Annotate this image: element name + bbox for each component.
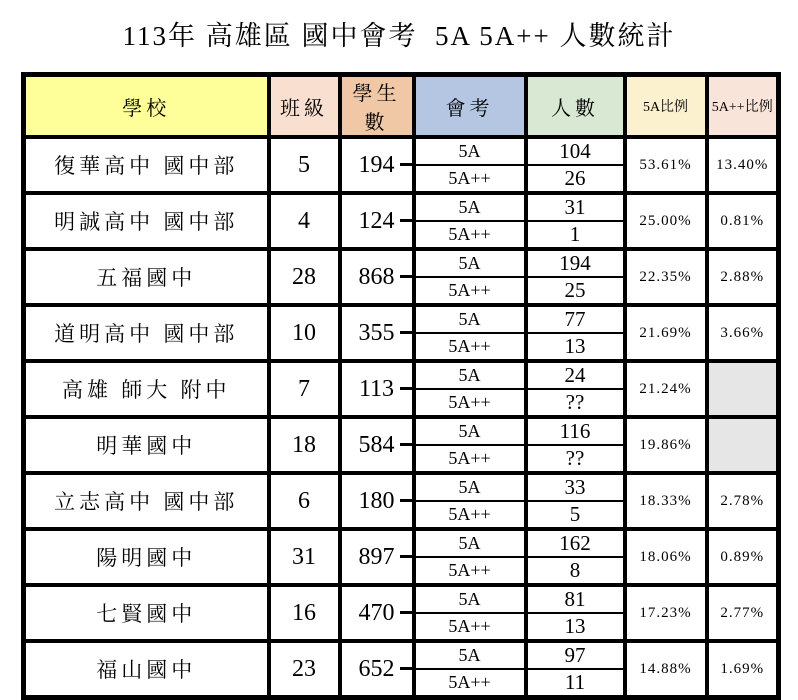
school-row (24, 193, 779, 221)
ratio-5app-cell (707, 417, 779, 473)
col-header-exam: 會考 (414, 75, 526, 138)
ratio-5a-cell: 17.23% (625, 585, 707, 641)
count-5app-cell: 26 (526, 165, 625, 193)
ratio-5a-cell: 19.86% (625, 417, 707, 473)
exam-5a-cell: 5A (414, 361, 526, 389)
ratio-5app-cell: 2.77% (707, 585, 779, 641)
classes-cell: 4 (269, 193, 340, 249)
school-name-cell: 立志高中 國中部 (24, 473, 269, 529)
students-cell: 584 (340, 417, 414, 473)
school-name-cell: 福山國中 (24, 641, 269, 698)
exam-5app-cell: 5A++ (414, 501, 526, 529)
classes-cell: 5 (269, 137, 340, 193)
exam-5a-cell: 5A (414, 193, 526, 221)
count-5app-cell: 11 (526, 669, 625, 698)
classes-cell: 18 (269, 417, 340, 473)
count-5app-cell: ?? (526, 445, 625, 473)
exam-5app-cell: 5A++ (414, 165, 526, 193)
count-5a-cell: 194 (526, 249, 625, 277)
count-5app-cell: 8 (526, 557, 625, 585)
count-5app-cell: 13 (526, 613, 625, 641)
school-row (24, 417, 779, 445)
exam-5a-cell: 5A (414, 529, 526, 557)
ratio-5a-cell: 53.61% (625, 137, 707, 193)
classes-cell: 23 (269, 641, 340, 698)
classes-cell: 16 (269, 585, 340, 641)
students-cell: 180 (340, 473, 414, 529)
ratio-5a-cell: 21.69% (625, 305, 707, 361)
header-row (24, 75, 779, 138)
ratio-5a-cell: 22.35% (625, 249, 707, 305)
count-5a-cell: 104 (526, 137, 625, 165)
col-header-school: 學校 (24, 75, 269, 138)
exam-5app-cell: 5A++ (414, 613, 526, 641)
exam-5app-cell: 5A++ (414, 557, 526, 585)
students-cell: 124 (340, 193, 414, 249)
count-5a-cell: 24 (526, 361, 625, 389)
school-row (24, 529, 779, 557)
count-5a-cell: 77 (526, 305, 625, 333)
ratio-5a-cell: 18.06% (625, 529, 707, 585)
count-5a-cell: 97 (526, 641, 625, 669)
ratio-5a-cell: 21.24% (625, 361, 707, 417)
students-cell: 355 (340, 305, 414, 361)
school-row (24, 361, 779, 389)
ratio-5a-cell: 14.88% (625, 641, 707, 698)
exam-5app-cell: 5A++ (414, 389, 526, 417)
classes-cell: 6 (269, 473, 340, 529)
exam-5app-cell: 5A++ (414, 445, 526, 473)
school-name-cell: 五福國中 (24, 249, 269, 305)
school-row (24, 641, 779, 669)
count-5a-cell: 33 (526, 473, 625, 501)
exam-5a-cell: 5A (414, 249, 526, 277)
count-5app-cell: 13 (526, 333, 625, 361)
school-name-cell: 高雄 師大 附中 (24, 361, 269, 417)
count-5app-cell: ?? (526, 389, 625, 417)
exam-5app-cell: 5A++ (414, 333, 526, 361)
count-5a-cell: 162 (526, 529, 625, 557)
ratio-5app-cell: 1.69% (707, 641, 779, 698)
page-title: 113年 高雄區 國中會考 5A 5A++ 人數統計 (122, 21, 676, 51)
col-header-students: 學生數 (340, 75, 414, 138)
school-name-cell: 道明高中 國中部 (24, 305, 269, 361)
school-row (24, 473, 779, 501)
stats-table-wrap (21, 72, 781, 700)
school-row (24, 249, 779, 277)
col-header-count: 人數 (526, 75, 625, 138)
exam-5app-cell: 5A++ (414, 669, 526, 698)
school-name-cell: 陽明國中 (24, 529, 269, 585)
students-cell: 113 (340, 361, 414, 417)
students-cell: 897 (340, 529, 414, 585)
ratio-5app-cell (707, 361, 779, 417)
ratio-5app-cell: 13.40% (707, 137, 779, 193)
ratio-5app-cell: 2.88% (707, 249, 779, 305)
ratio-5app-cell: 0.89% (707, 529, 779, 585)
count-5app-cell: 5 (526, 501, 625, 529)
stats-table (21, 72, 781, 700)
students-cell: 868 (340, 249, 414, 305)
exam-5a-cell: 5A (414, 305, 526, 333)
count-5a-cell: 116 (526, 417, 625, 445)
school-row (24, 585, 779, 613)
exam-5app-cell: 5A++ (414, 277, 526, 305)
exam-5a-cell: 5A (414, 585, 526, 613)
stats-table-body (24, 137, 779, 698)
students-cell: 470 (340, 585, 414, 641)
ratio-5a-cell: 25.00% (625, 193, 707, 249)
classes-cell: 7 (269, 361, 340, 417)
exam-5a-cell: 5A (414, 641, 526, 669)
exam-5a-cell: 5A (414, 473, 526, 501)
exam-5a-cell: 5A (414, 417, 526, 445)
count-5a-cell: 31 (526, 193, 625, 221)
count-5a-cell: 81 (526, 585, 625, 613)
ratio-5app-cell: 3.66% (707, 305, 779, 361)
school-name-cell: 七賢國中 (24, 585, 269, 641)
classes-cell: 28 (269, 249, 340, 305)
col-header-ratio-5app: 5A++比例 (707, 75, 779, 138)
ratio-5app-cell: 2.78% (707, 473, 779, 529)
school-name-cell: 明華國中 (24, 417, 269, 473)
students-cell: 194 (340, 137, 414, 193)
classes-cell: 10 (269, 305, 340, 361)
school-name-cell: 復華高中 國中部 (24, 137, 269, 193)
classes-cell: 31 (269, 529, 340, 585)
col-header-ratio-5a: 5A比例 (625, 75, 707, 138)
school-row (24, 305, 779, 333)
count-5app-cell: 25 (526, 277, 625, 305)
ratio-5a-cell: 18.33% (625, 473, 707, 529)
school-name-cell: 明誠高中 國中部 (24, 193, 269, 249)
ratio-5app-cell: 0.81% (707, 193, 779, 249)
exam-5app-cell: 5A++ (414, 221, 526, 249)
exam-5a-cell: 5A (414, 137, 526, 165)
count-5app-cell: 1 (526, 221, 625, 249)
school-row (24, 137, 779, 165)
col-header-classes: 班級 (269, 75, 340, 138)
students-cell: 652 (340, 641, 414, 698)
